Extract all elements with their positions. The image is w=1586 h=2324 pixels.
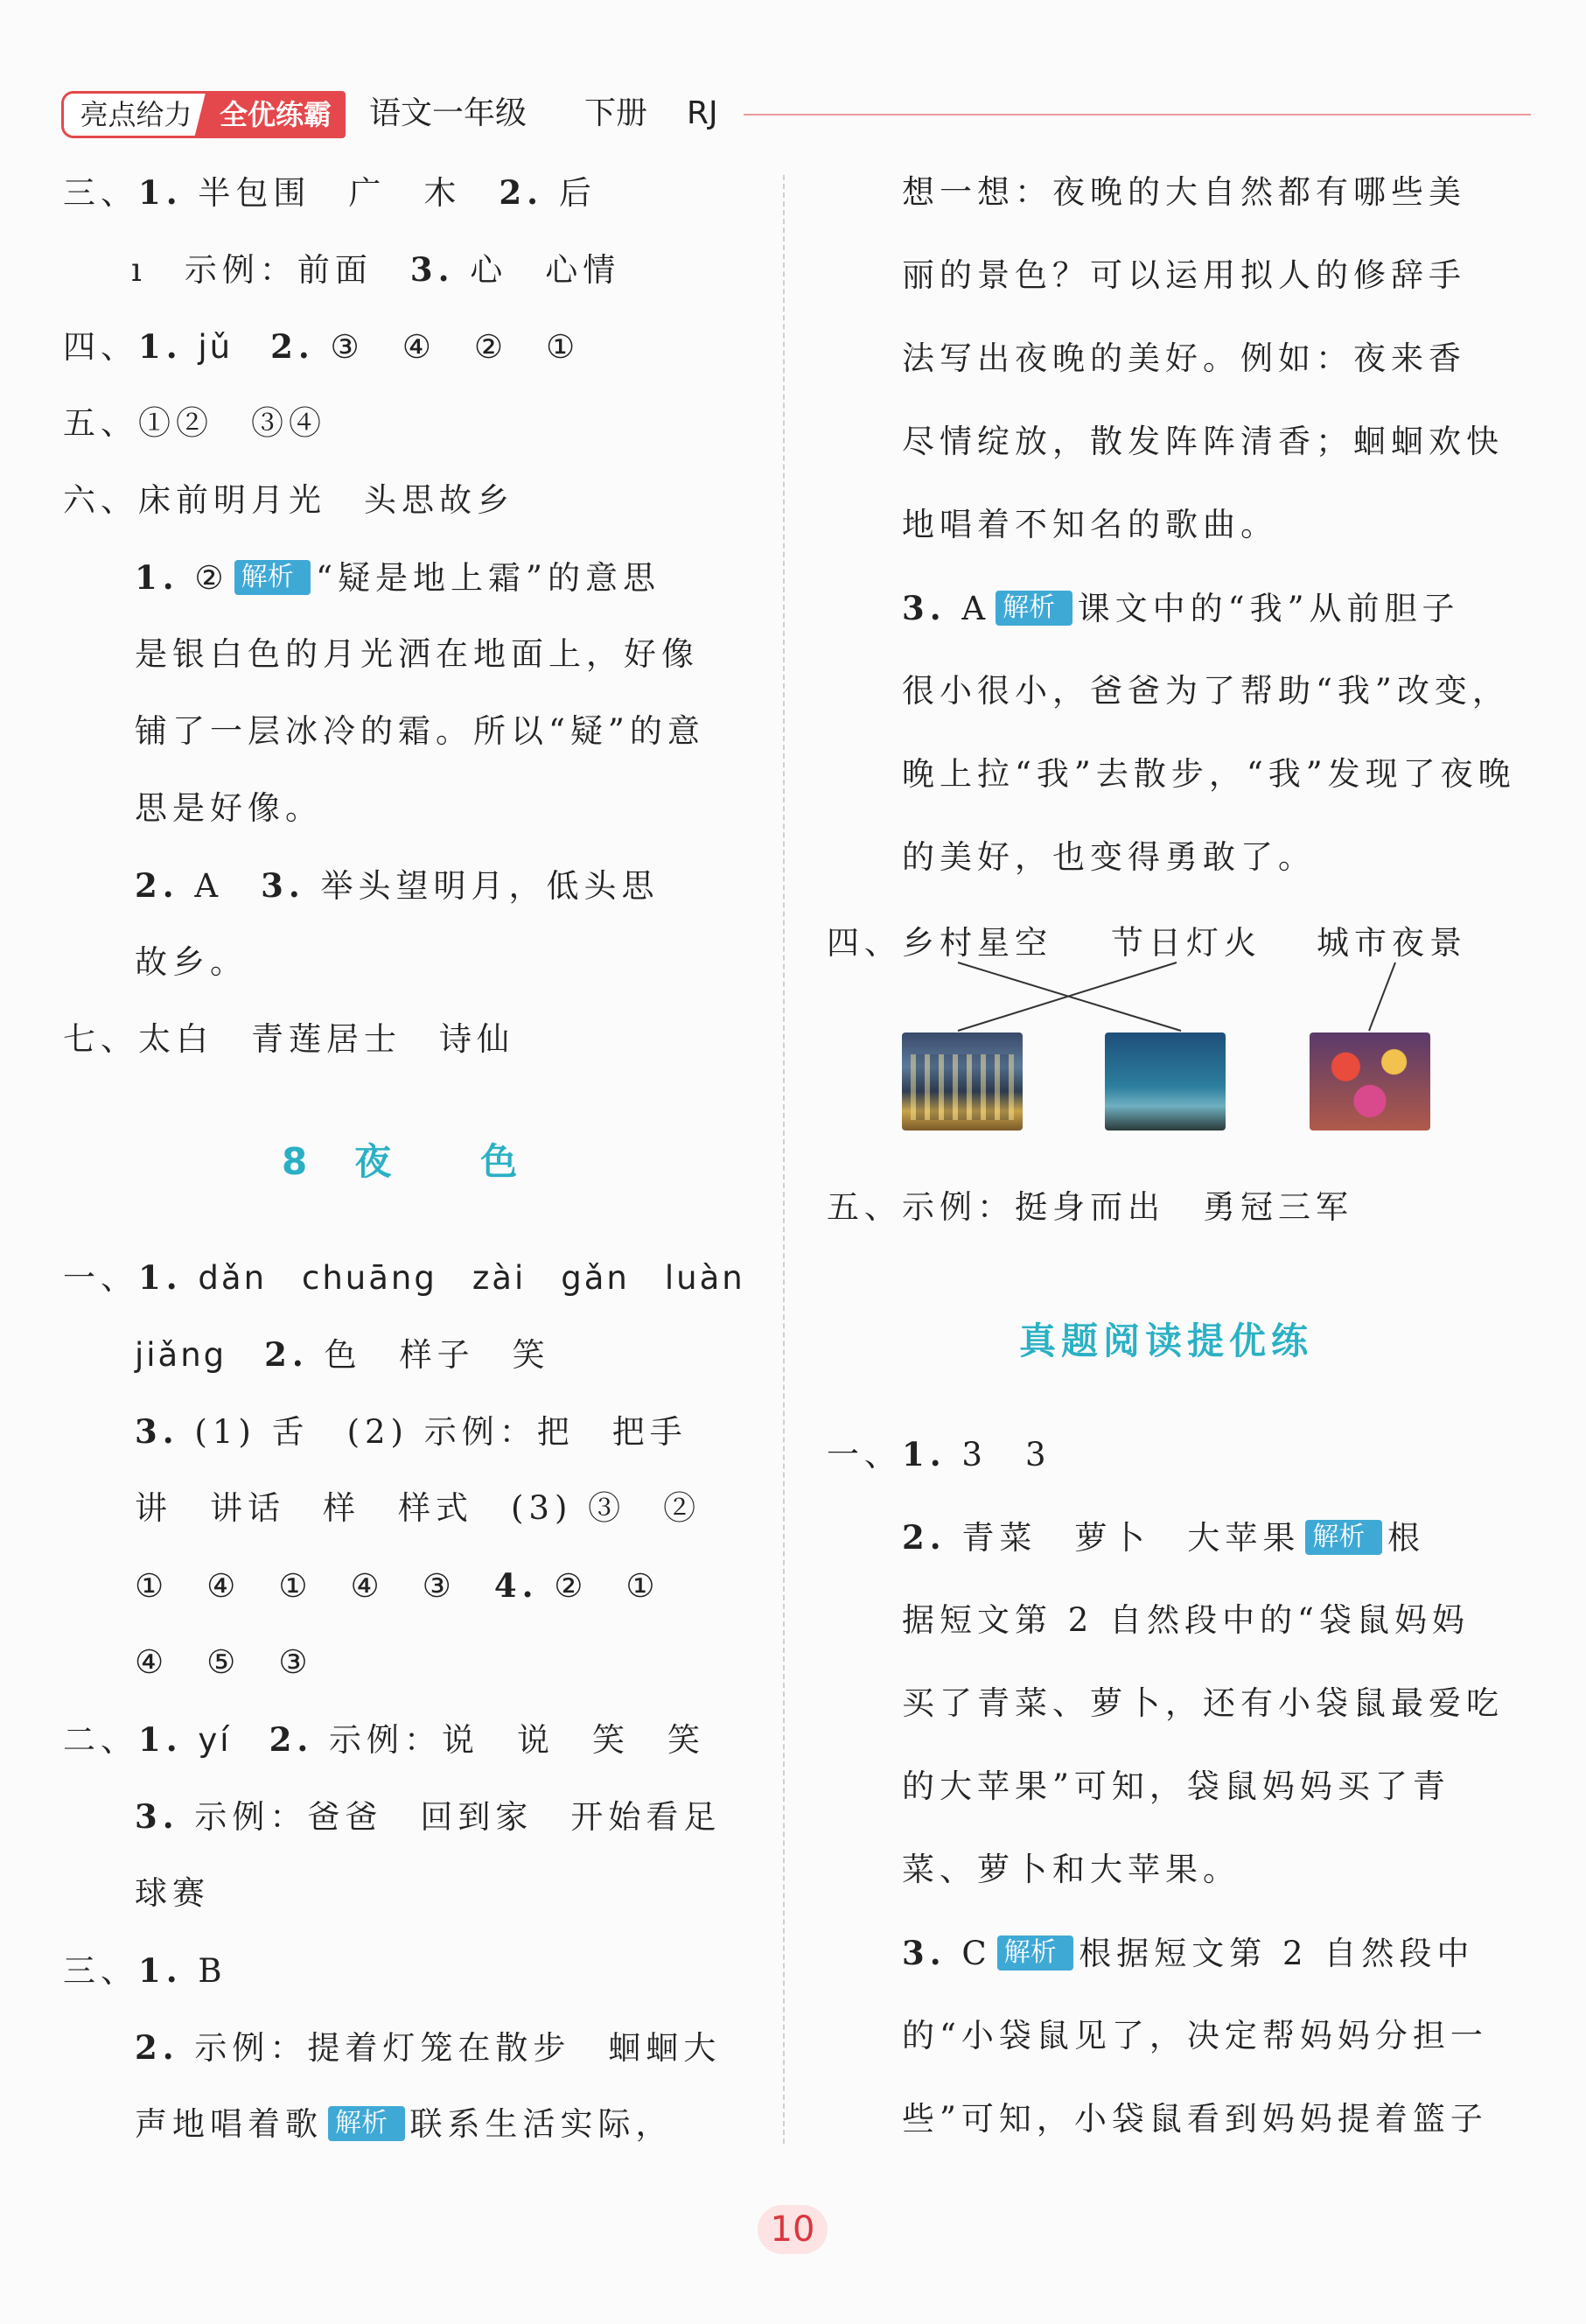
festival-lantern-image	[1310, 1032, 1430, 1130]
answer-line: 丽的景色？可以运用拟人的修辞手	[902, 256, 1466, 294]
match-line-3	[1369, 962, 1395, 1031]
brand-logo	[61, 91, 346, 138]
brand-name-a: 亮点给力	[64, 94, 208, 136]
answer-line: 2. A 3. 举头望明月，低头思	[135, 866, 660, 905]
answer-line: 五、示例：挺身而出 勇冠三军	[827, 1188, 1353, 1226]
answer-line: 3. 示例：爸爸 回到家 开始看足	[135, 1797, 722, 1836]
answer-line: 据短文第 2 自然段中的“袋鼠妈妈	[902, 1601, 1470, 1639]
answer-line: jiǎng 2. 色 样子 笑	[135, 1335, 550, 1374]
answer-line: 的大苹果”可知，袋鼠妈妈买了青	[902, 1768, 1450, 1805]
match-label-village: 乡村星空	[902, 924, 1052, 962]
lesson-title: 8 夜 色	[282, 1140, 523, 1183]
match-label-city: 城市夜景	[1317, 924, 1467, 962]
answer-line: 思是好像。	[135, 789, 323, 827]
answer-line: 菜、萝卜和大苹果。	[902, 1851, 1240, 1888]
answer-line: 3. A 解析 · 课文中的“我”从前胆子	[902, 582, 1460, 635]
starry-sky-image	[1105, 1032, 1226, 1130]
answer-line: 法写出夜晚的美好。例如：夜来香	[902, 340, 1466, 377]
analysis-tag: 解析 ·	[1305, 1520, 1382, 1555]
page-number: 10	[758, 2205, 828, 2254]
brand-name-b-text: 全优练霸	[219, 98, 332, 131]
section-title: 真题阅读提优练	[1019, 1320, 1314, 1362]
answer-line: ④ ⑤ ③	[135, 1643, 313, 1681]
answer-line: 六、床前明月光 头思故乡	[63, 481, 514, 519]
answer-line: 是银白色的月光洒在地面上，好像	[135, 635, 699, 673]
header-rule	[744, 114, 1531, 116]
answer-line: ı 示例：前面 3. 心 心情	[131, 250, 621, 289]
answer-line: 很小很小，爸爸为了帮助“我”改变，	[902, 672, 1510, 710]
answer-line: 1. ② 解析 · “疑是地上霜”的意思	[135, 551, 660, 605]
answer-line: 买了青菜、萝卜，还有小袋鼠最爱吃	[902, 1684, 1504, 1722]
answer-line: 一、1. 3 3	[827, 1435, 1052, 1474]
answer-line: 二、1. yí 2. 示例：说 说 笑 笑	[63, 1720, 705, 1759]
answer-line: 七、太白 青莲居士 诗仙	[63, 1020, 514, 1058]
answer-line: 想一想：夜晚的大自然都有哪些美	[902, 173, 1466, 211]
edition-label: RJ	[687, 95, 718, 131]
answer-line: 声地唱着歌 解析 · 联系生活实际，	[135, 2098, 674, 2151]
answer-line: 3. C 解析 · 根据短文第 2 自然段中	[902, 1927, 1474, 1980]
analysis-tag: 解析 ·	[996, 591, 1072, 626]
analysis-tag: 解析 ·	[234, 560, 311, 595]
page-header	[61, 88, 1531, 144]
analysis-tag: 解析 ·	[328, 2106, 405, 2141]
volume-label: 下册	[584, 95, 648, 131]
match-label-festival: 节日灯火	[1111, 924, 1261, 962]
answer-line: 尽情绽放，散发阵阵清香；蛔蛔欢快	[902, 423, 1504, 460]
answer-line: 球赛	[135, 1874, 210, 1912]
answer-line: ① ④ ① ④ ③ 4. ② ①	[135, 1566, 660, 1605]
analysis-tag: 解析 ·	[997, 1936, 1074, 1970]
answer-line: 3. (1) 舌 (2) 示例：把 把手	[135, 1412, 688, 1451]
answer-line: 铺了一层冰冷的霜。所以“疑”的意	[135, 712, 705, 750]
answer-line: 讲 讲话 样 样式 (3) ③ ②	[135, 1489, 702, 1527]
answer-line: 晚上拉“我”去散步，“我”发现了夜晚	[902, 755, 1516, 793]
answer-line: 的“小袋鼠见了，决定帮妈妈分担一	[902, 2017, 1488, 2054]
answer-line: 五、①② ③④	[63, 404, 326, 442]
brand-name-b	[208, 94, 343, 136]
answer-line: 2. 青菜 萝卜 大苹果 解析 · 根	[902, 1511, 1425, 1564]
answer-line: 的美好，也变得勇敢了。	[902, 838, 1316, 876]
answer-line: 故乡。	[135, 943, 248, 981]
answer-line: 三、1. B	[63, 1951, 227, 1990]
answer-line: 些”可知，小袋鼠看到妈妈提着篮子	[902, 2100, 1488, 2138]
answer-line: 地唱着不知名的歌曲。	[902, 506, 1278, 543]
city-night-image	[902, 1032, 1023, 1130]
answer-line: 四、1. jǔ 2. ③ ④ ② ①	[63, 327, 581, 366]
answer-line: 三、1. 半包围 广 木 2. 后	[63, 173, 597, 212]
matching-labels: 四、乡村星空	[827, 924, 1052, 962]
answer-line: 一、1. dǎn chuāng zài gǎn luàn	[63, 1258, 745, 1297]
subject-label: 语文一年级	[369, 95, 528, 131]
column-divider	[783, 175, 785, 2144]
answer-line: 2. 示例：提着灯笼在散步 蛔蛔大	[135, 2028, 722, 2067]
